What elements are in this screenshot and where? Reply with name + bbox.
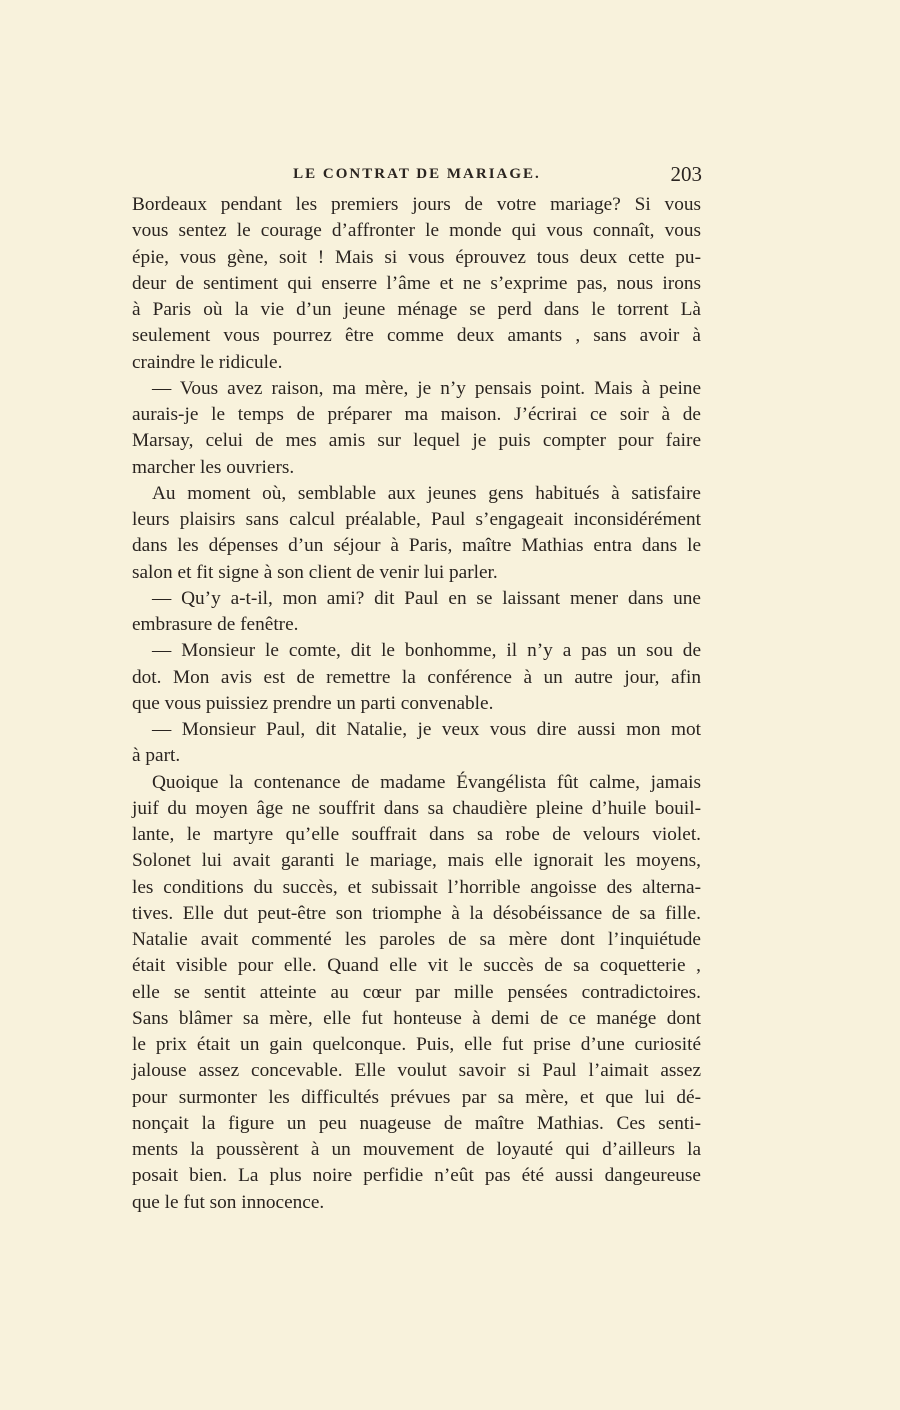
text-line: Marsay, celui de mes amis sur lequel je puis compter pour faire [132, 430, 701, 452]
text-line: tives. Elle dut peut-être son triomphe à la désobéissance de sa fille. [132, 902, 701, 924]
paragraph [132, 770, 701, 1216]
text-line: lante, le martyre qu’elle souffrait dans sa robe de velours violet. [132, 824, 701, 845]
text-line: Solonet lui avait garanti le mariage, mais elle ignorait les moyens, [132, 850, 701, 872]
text-line: — Monsieur Paul, dit Natalie, je veux vous dire aussi mon mot [152, 719, 701, 740]
text-line: Au moment où, semblable aux jeunes gens habitués à satisfaire [152, 482, 701, 504]
text-line: juif du moyen âge ne souffrit dans sa chaudière pleine d’huile bouil- [132, 797, 701, 819]
text-line: leurs plaisirs sans calcul préalable, Paul s’engageait inconsidérément [132, 509, 701, 530]
text-line: à part. [132, 745, 181, 767]
text-line: salon et fit signe à son client de venir lui parler. [132, 561, 498, 583]
paragraph [132, 717, 701, 770]
text-line: que vous puissiez prendre un parti convenable. [132, 692, 494, 714]
text-line: seulement vous pourrez être comme deux amants , sans avoir à [132, 325, 701, 347]
body-text [132, 192, 701, 1216]
text-line: Sans blâmer sa mère, elle fut honteuse à demi de ce manége dont [132, 1007, 701, 1029]
paragraph [132, 638, 701, 717]
text-line: pour surmonter les difficultés prévues par sa mère, et que lui dé- [132, 1086, 701, 1108]
text-line: jalouse assez concevable. Elle voulut savoir si Paul l’aimait assez [132, 1060, 701, 1082]
text-line: Natalie avait commenté les paroles de sa mère dont l’inquiétude [132, 929, 701, 950]
text-line: marcher les ouvriers. [132, 456, 295, 478]
text-line: que le fut son innocence. [132, 1191, 325, 1213]
text-line: dot. Mon avis est de remettre la conférence à un autre jour, afin [132, 666, 701, 688]
text-line: ments la poussèrent à un mouvement de loyauté qui d’ailleurs la [132, 1139, 701, 1160]
running-title: LE CONTRAT DE MARIAGE. [293, 166, 541, 182]
text-line: elle se sentit atteinte au cœur par mille pensées contradictoires. [132, 981, 701, 1003]
text-line: — Vous avez raison, ma mère, je n’y pensais point. Mais à peine [152, 377, 701, 399]
text-line: — Monsieur le comte, dit le bonhomme, il n’y a pas un sou de [152, 640, 701, 662]
page-header [132, 162, 702, 188]
text-line: à Paris où la vie d’un jeune ménage se perd dans le torrent Là [132, 299, 701, 320]
page-number: 203 [670, 162, 702, 186]
text-line: embrasure de fenêtre. [132, 614, 299, 635]
paragraph [132, 192, 701, 376]
text-line: était visible pour elle. Quand elle vit le succès de sa coquetterie , [132, 955, 701, 977]
text-line: les conditions du succès, et subissait l’horrible angoisse des alterna- [132, 876, 701, 898]
text-line: — Qu’y a-t-il, mon ami? dit Paul en se laissant mener dans une [152, 587, 701, 609]
text-line: vous sentez le courage d’affronter le monde qui vous connaît, vous [132, 220, 701, 242]
text-line: le prix était un gain quelconque. Puis, elle fut prise d’une curiosité [132, 1034, 701, 1055]
text-line: deur de sentiment qui enserre l’âme et ne s’exprime pas, nous irons [132, 272, 701, 294]
text-line: posait bien. La plus noire perfidie n’eût pas été aussi dangeureuse [132, 1165, 701, 1187]
text-line: Bordeaux pendant les premiers jours de votre mariage? Si vous [132, 194, 701, 215]
paragraph [132, 481, 701, 586]
text-line: dans les dépenses d’un séjour à Paris, maître Mathias entra dans le [132, 535, 701, 557]
text-line: aurais-je le temps de préparer ma maison. J’écrirai ce soir à de [132, 404, 701, 425]
text-line: Quoique la contenance de madame Évangélista fût calme, jamais [152, 771, 701, 793]
text-line: épie, vous gène, soit ! Mais si vous éprouvez tous deux cette pu- [132, 246, 701, 268]
text-line: craindre le ridicule. [132, 351, 283, 373]
paragraph [132, 376, 701, 481]
paragraph [132, 586, 701, 639]
text-line: nonçait la figure un peu nuageuse de maître Mathias. Ces senti- [132, 1112, 701, 1134]
